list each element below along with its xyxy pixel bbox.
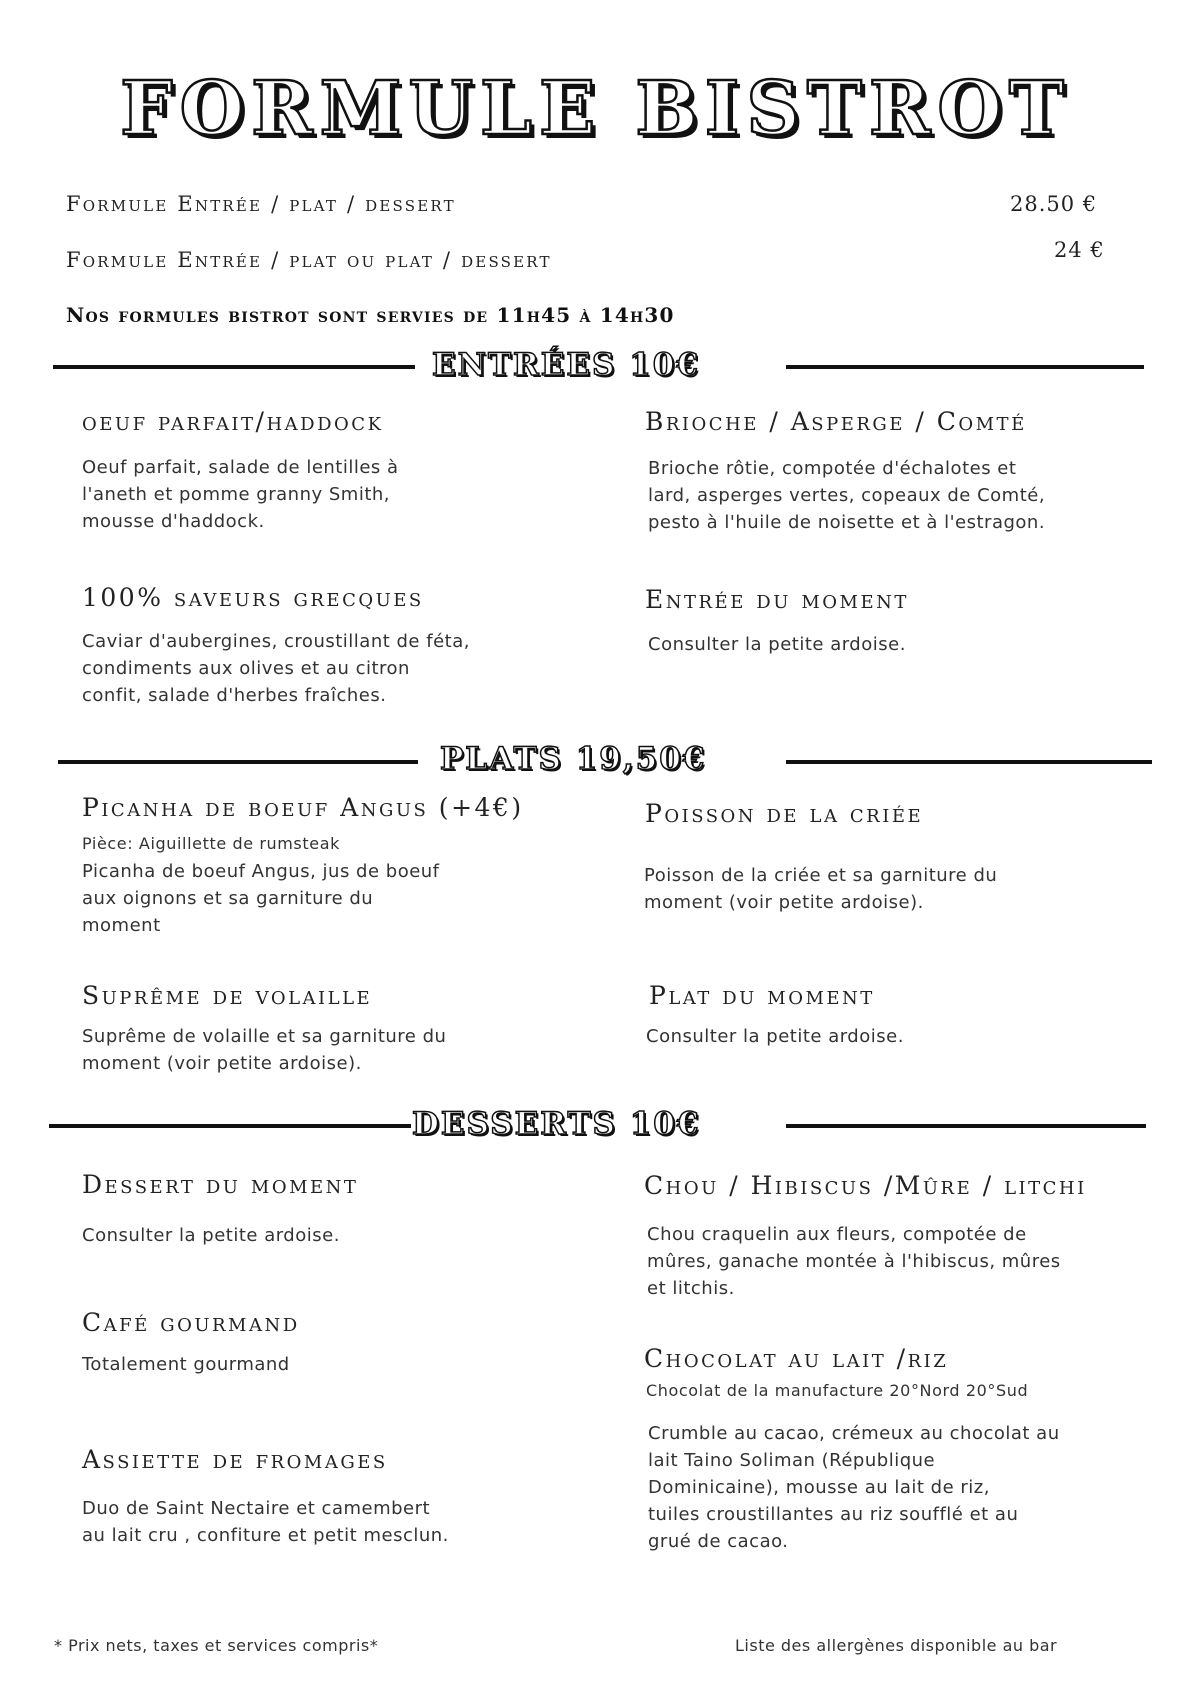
formule-2-price: 24 €: [1054, 238, 1105, 262]
dish-name: Plat du moment: [649, 981, 875, 1010]
dish-name: Chou / Hibiscus /Mûre / litchi: [644, 1171, 1087, 1200]
formule-1-price: 28.50 €: [1010, 192, 1098, 216]
dish-description: Poisson de la criée et sa garniture du moment (voir petite ardoise).: [644, 865, 998, 913]
dish-name: Suprême de volaille: [82, 981, 373, 1010]
dish-name: Poisson de la criée: [645, 799, 924, 828]
desserts-rule-left: [49, 1124, 411, 1128]
menu-title: FORMULE BISTROT: [120, 66, 1071, 152]
dish-name: Chocolat au lait /riz: [644, 1344, 949, 1373]
dish-name: 100% saveurs grecques: [82, 583, 424, 612]
dish-description: Oeuf parfait, salade de lentilles à l'aneth et pomme granny Smith, mousse d'haddock.: [82, 457, 399, 532]
hours-note: Nos formules bistrot sont servies de 11h45 à 14h30: [66, 303, 675, 327]
dish-description: Caviar d'aubergines, croustillant de féta, condiments aux olives et au citron confit, salade d'herbes fraîches.: [82, 631, 470, 706]
dish-description: Chou craquelin aux fleurs, compotée de mûres, ganache montée à l'hibiscus, mûres et litchis.: [647, 1224, 1061, 1299]
plats-rule-left: [58, 760, 418, 764]
entrees-rule-right: [786, 365, 1144, 369]
dish-description: Consulter la petite ardoise.: [648, 634, 906, 655]
entrees-rule-left: [53, 365, 415, 369]
dish-description: Consulter la petite ardoise.: [82, 1225, 340, 1246]
entrees-section-title: ENTRÉES 10€: [432, 347, 700, 383]
dish-subtitle: Pièce: Aiguillette de rumsteak: [82, 834, 340, 853]
dish-description: Consulter la petite ardoise.: [646, 1026, 904, 1047]
desserts-section-title: DESSERTS 10€: [412, 1106, 701, 1142]
dish-name: Entrée du moment: [645, 585, 909, 614]
dish-description: Picanha de boeuf Angus, jus de boeuf aux oignons et sa garniture du moment: [82, 861, 440, 936]
dish-name: Brioche / Asperge / Comté: [645, 407, 1027, 436]
dish-description: Brioche rôtie, compotée d'échalotes et lard, asperges vertes, copeaux de Comté, pesto à l'huile de noisette et à l'estragon.: [648, 458, 1046, 533]
dish-description: Suprême de volaille et sa garniture du moment (voir petite ardoise).: [82, 1026, 447, 1074]
formule-2-label: Formule Entrée / plat ou plat / dessert: [66, 248, 552, 272]
footer-price-note: * Prix nets, taxes et services compris*: [54, 1636, 379, 1655]
formule-1-label: Formule Entrée / plat / dessert: [66, 192, 456, 216]
desserts-rule-right: [786, 1124, 1146, 1128]
dish-description: Totalement gourmand: [82, 1354, 290, 1375]
dish-description: Crumble au cacao, crémeux au chocolat au lait Taino Soliman (République Dominicaine), mousse au lait de riz, tuiles croustillantes au riz soufflé et au grué de cacao.: [648, 1423, 1060, 1552]
plats-section-title: PLATS 19,50€: [440, 741, 707, 777]
plats-rule-right: [786, 760, 1152, 764]
dish-name: Dessert du moment: [82, 1170, 359, 1199]
footer-allergens-note: Liste des allergènes disponible au bar: [735, 1636, 1058, 1655]
dish-description: Duo de Saint Nectaire et camembert au lait cru , confiture et petit mesclun.: [82, 1498, 449, 1546]
dish-subtitle: Chocolat de la manufacture 20°Nord 20°Sud: [646, 1381, 1029, 1400]
dish-name: Assiette de fromages: [82, 1445, 388, 1474]
dish-name: Picanha de boeuf Angus (+4€): [82, 793, 524, 822]
dish-name: Café gourmand: [82, 1308, 300, 1337]
dish-name: oeuf parfait/haddock: [82, 407, 384, 436]
